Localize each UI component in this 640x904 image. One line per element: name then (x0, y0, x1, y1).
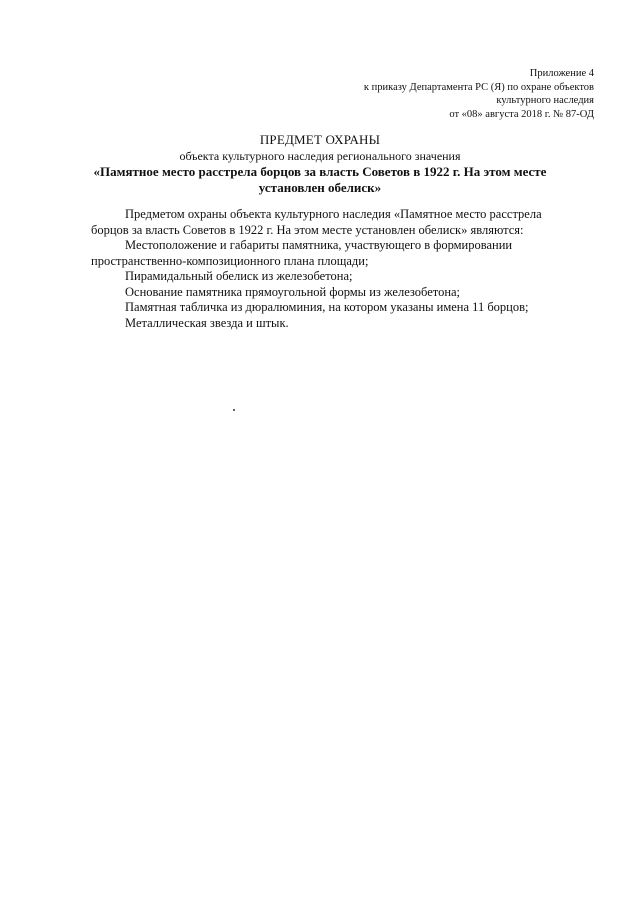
appendix-reference (234, 67, 594, 121)
scan-speck (233, 409, 235, 411)
appendix-date: от «08» августа 2018 г. № 87-ОД (449, 108, 594, 120)
document-title: ПРЕДМЕТ ОХРАНЫ (259, 132, 381, 147)
protection-item: Местоположение и габариты памятника, участвующего в формировании (125, 238, 513, 252)
protection-item: Пирамидальный обелиск из железобетона; (125, 269, 353, 283)
object-name-line2: установлен обелиск» (258, 180, 382, 195)
appendix-order-ref: к приказу Департамента РС (Я) по охране объектов (363, 81, 594, 93)
protection-item: Памятная табличка из дюралюминия, на котором указаны имена 11 борцов; (125, 300, 529, 314)
document-body (91, 207, 571, 331)
intro-line: борцов за власть Советов в 1922 г. На этом месте установлен обелиск» являются: (91, 222, 524, 237)
appendix-number: Приложение 4 (529, 68, 594, 79)
protection-item: Металлическая звезда и штык. (125, 315, 289, 330)
protection-item-continued: пространственно-композиционного плана площади; (91, 253, 369, 268)
intro-line: Предметом охраны объекта культурного наследия «Памятное место расстрела (125, 207, 542, 221)
object-name-line1: «Памятное место расстрела борцов за власть Советов в 1922 г. На этом месте (93, 164, 547, 179)
appendix-department: культурного наследия (496, 95, 594, 106)
protection-item: Основание памятника прямоугольной формы из железобетона; (125, 284, 461, 299)
document-heading (60, 132, 580, 196)
document-subtitle: объекта культурного наследия регионального значения (179, 149, 461, 163)
